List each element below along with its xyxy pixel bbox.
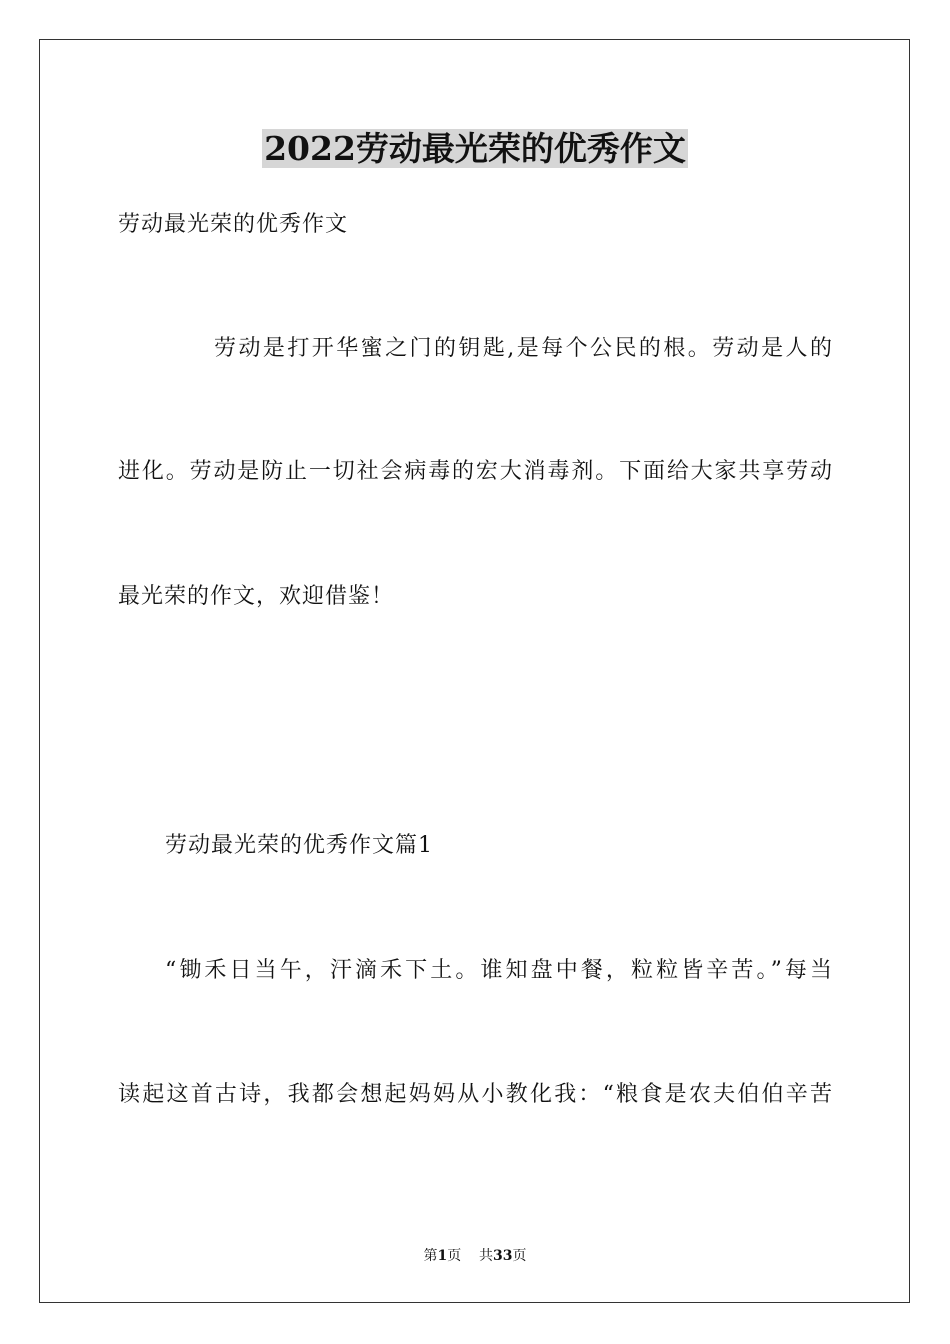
footer-page-suffix: 页 [447,1248,462,1264]
intro-line-3: 最光荣的作文，欢迎借鉴！ [118,584,395,609]
footer-page-prefix: 第 [423,1248,438,1264]
document-subtitle: 劳动最光荣的优秀作文 [118,212,349,237]
document-title [0,127,950,171]
body-line-1: “锄禾日当午，汗滴禾下土。谁知盘中餐，粒粒皆辛苦。”每当 [165,958,832,983]
footer-total-pages: 33 [493,1248,513,1264]
footer-total-suffix: 页 [512,1248,527,1264]
intro-line-2: 进化。劳动是防止一切社会病毒的宏大消毒剂。下面给大家共享劳动 [118,459,832,484]
footer-total-prefix: 共 [479,1248,494,1264]
intro-line-1: 劳动是打开华蜜之门的钥匙,是每个公民的根。劳动是人的 [214,336,832,361]
section-heading: 劳动最光荣的优秀作文篇1 [165,833,433,858]
page-footer [0,1246,950,1266]
body-line-2: 读起这首古诗，我都会想起妈妈从小教化我：“粮食是农夫伯伯辛苦 [118,1082,832,1107]
document-title-text: 2022劳动最光荣的优秀作文 [264,129,686,168]
footer-page-number: 1 [437,1248,448,1264]
